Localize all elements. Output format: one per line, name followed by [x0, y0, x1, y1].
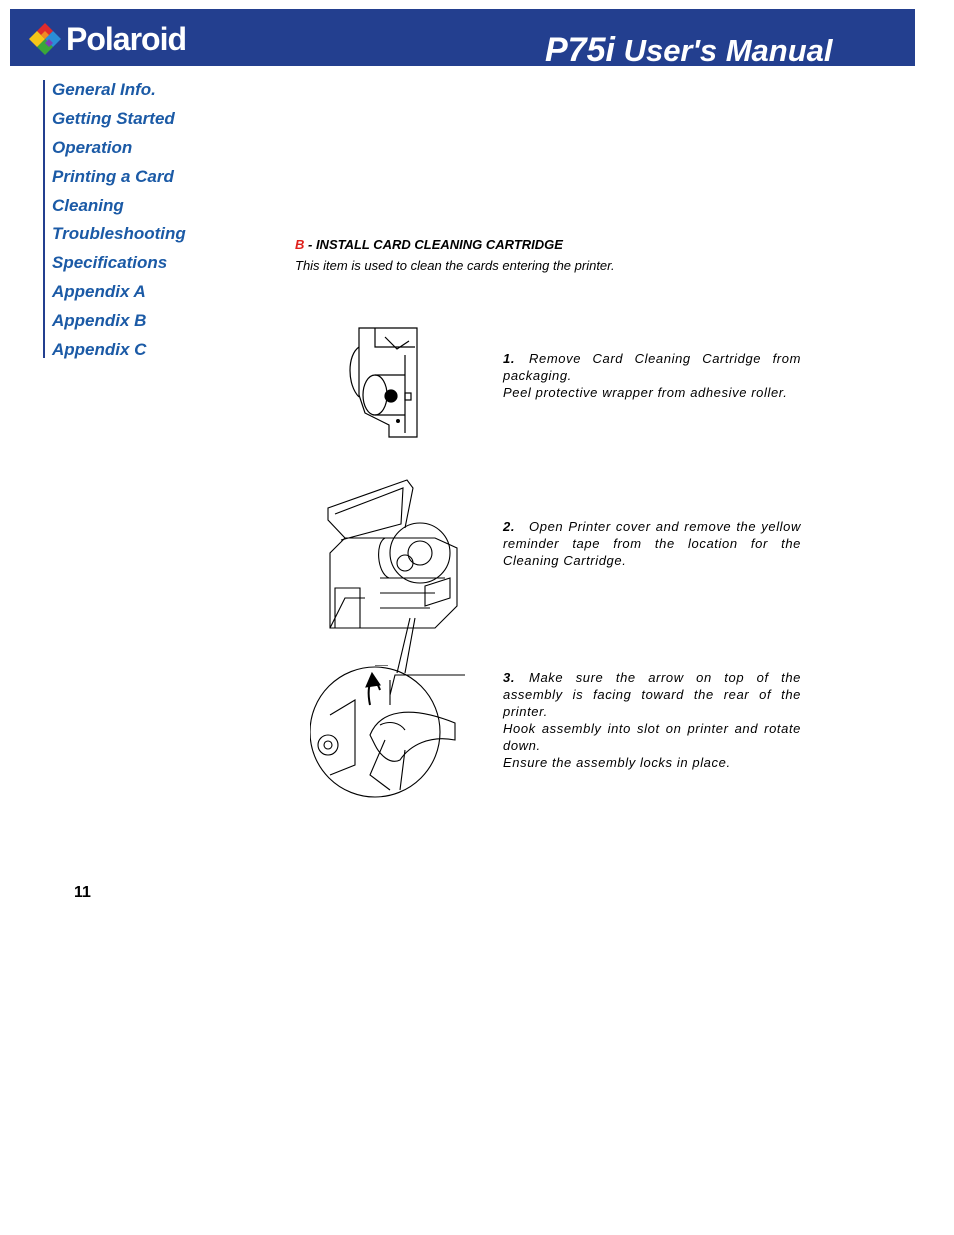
- nav-link-operation[interactable]: Operation: [52, 137, 133, 157]
- logo-text: Polaroid: [66, 21, 187, 57]
- step-2: [503, 518, 801, 569]
- nav-link-appendix-a[interactable]: Appendix A: [52, 282, 146, 302]
- printer-open-cover-illustration: [325, 478, 460, 678]
- section-intro: This item is used to clean the cards entering the printer.: [295, 258, 615, 273]
- step-3: [503, 669, 801, 771]
- step-3-number: 3.: [503, 670, 516, 685]
- nav-link-appendix-b[interactable]: Appendix B: [52, 311, 147, 331]
- step-3-text-1: Make sure the arrow on top of the assembly is facing toward the rear of the printer.: [503, 670, 801, 719]
- cleaning-cartridge-illustration: [345, 325, 420, 440]
- section-heading: [295, 237, 563, 252]
- install-cartridge-detail-illustration: [310, 665, 470, 805]
- section-letter: B: [295, 237, 305, 252]
- nav-link-troubleshooting[interactable]: Troubleshooting: [52, 224, 186, 244]
- section-title: - INSTALL CARD CLEANING CARTRIDGE: [304, 237, 563, 252]
- manual-title: [545, 33, 833, 67]
- step-1-text-2: Peel protective wrapper from adhesive roller.: [503, 385, 788, 400]
- step-2-text-1: Open Printer cover and remove the yellow reminder tape from the location for the Cleaning Cartridge.: [503, 519, 801, 568]
- side-navigation: [43, 80, 186, 358]
- step-1-text-1: Remove Card Cleaning Cartridge from packaging.: [503, 351, 801, 383]
- title-model: P75i: [545, 31, 615, 69]
- step-2-number: 2.: [503, 519, 516, 534]
- nav-link-specifications[interactable]: Specifications: [52, 253, 168, 273]
- nav-link-getting-started[interactable]: Getting Started: [52, 108, 175, 128]
- step-3-text-3: Ensure the assembly locks in place.: [503, 755, 731, 770]
- polaroid-logo-icon: [28, 22, 62, 56]
- nav-link-cleaning[interactable]: Cleaning: [52, 195, 124, 215]
- nav-link-general-info[interactable]: General Info.: [52, 80, 156, 99]
- nav-link-printing-a-card[interactable]: Printing a Card: [52, 166, 174, 186]
- step-3-text-2: Hook assembly into slot on printer and rotate down.: [503, 721, 801, 753]
- nav-link-appendix-c[interactable]: Appendix C: [52, 340, 147, 360]
- polaroid-logo: [28, 22, 186, 56]
- page-header: [10, 9, 915, 69]
- page-number: 11: [74, 884, 91, 901]
- step-1-number: 1.: [503, 351, 516, 366]
- title-rest: User's Manual: [614, 33, 833, 68]
- step-1: [503, 350, 801, 401]
